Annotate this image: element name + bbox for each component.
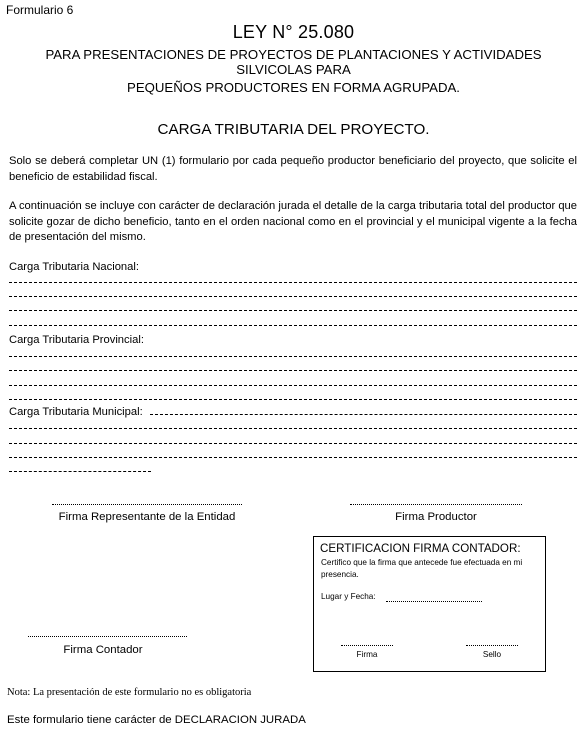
- municipal-tax-line-3[interactable]: [9, 457, 577, 458]
- national-tax-line-3[interactable]: [9, 310, 577, 311]
- provincial-tax-line-3[interactable]: [9, 385, 577, 386]
- certification-signature-label: Firma: [356, 650, 378, 659]
- municipal-tax-line-1[interactable]: [9, 428, 577, 429]
- municipal-tax-line-2[interactable]: [9, 443, 577, 444]
- entity-rep-signature-label: Firma Representante de la Entidad: [58, 511, 236, 523]
- law-title: LEY N° 25.080: [232, 22, 355, 42]
- certification-signature-line[interactable]: [341, 645, 393, 646]
- provincial-tax-line-2[interactable]: [9, 370, 577, 371]
- section-heading: CARGA TRIBUTARIA DEL PROYECTO.: [157, 121, 430, 138]
- municipal-tax-label: Carga Tributaria Municipal:: [9, 406, 143, 418]
- certification-seal-line[interactable]: [466, 645, 518, 646]
- national-tax-line-1[interactable]: [9, 282, 577, 283]
- certification-place-date-label: Lugar y Fecha:: [321, 592, 376, 601]
- certification-text: Certifico que la firma que antecede fue efectuada en mi presencia.: [321, 558, 523, 579]
- accountant-signature-line[interactable]: [28, 636, 187, 637]
- subtitle-line-3: PEQUEÑOS PRODUCTORES EN FORMA AGRUPADA.: [127, 80, 460, 95]
- certification-title: CERTIFICACION FIRMA CONTADOR:: [320, 542, 521, 555]
- declaration-footer: Este formulario tiene carácter de DECLARACION JURADA: [7, 714, 306, 726]
- certification-place-date-line[interactable]: [386, 601, 482, 602]
- producer-signature-line[interactable]: [350, 504, 522, 505]
- entity-rep-signature-line[interactable]: [52, 504, 242, 505]
- municipal-tax-line-4[interactable]: [9, 471, 151, 472]
- provincial-tax-line-1[interactable]: [9, 356, 577, 357]
- subtitle-line-1: PARA PRESENTACIONES DE PROYECTOS DE PLANTACIONES Y ACTIVIDADES: [45, 47, 542, 62]
- municipal-tax-line-0[interactable]: [150, 414, 577, 415]
- provincial-tax-label: Carga Tributaria Provincial:: [9, 334, 144, 346]
- provincial-tax-line-4[interactable]: [9, 399, 577, 400]
- footnote: Nota: La presentación de este formulario no es obligatoria: [7, 687, 252, 698]
- national-tax-label: Carga Tributaria Nacional:: [9, 261, 139, 273]
- instructions-paragraph-2: A continuación se incluye con carácter de declaración jurada el detalle de la carga tributaria total del productor que solicite gozar de dicho beneficio, tanto en el orden nacional como en el provincial y el municipal vigente a la fecha de presentación del mismo.: [9, 200, 577, 243]
- producer-signature-label: Firma Productor: [395, 511, 477, 523]
- subtitle-line-2: SILVICOLAS PARA: [236, 62, 351, 77]
- national-tax-line-4[interactable]: [9, 325, 577, 326]
- instructions-paragraph-1: Solo se deberá completar UN (1) formulario por cada pequeño productor beneficiario del proyecto, que solicite el beneficio de estabilidad fiscal.: [9, 155, 577, 183]
- accountant-certification-box: [313, 536, 546, 672]
- national-tax-line-2[interactable]: [9, 296, 577, 297]
- form-number: Formulario 6: [6, 3, 74, 17]
- accountant-signature-label: Firma Contador: [63, 644, 143, 656]
- certification-seal-label: Sello: [482, 650, 502, 659]
